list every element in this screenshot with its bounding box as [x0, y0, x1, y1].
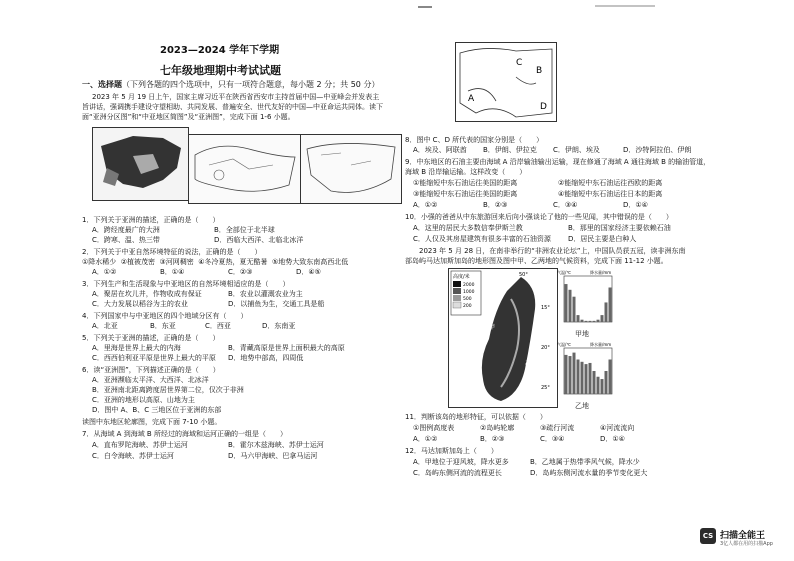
q2-items: ①降水稀少 ②植被茂密 ③河网稠密 ④冬冷夏热，夏无酷暑 ⑤地势大致东南高西北低	[82, 258, 349, 266]
intro-line: 面“亚洲分区图”和“中亚地区简图”及“亚洲图”，完成下面 1-6 小题。	[82, 113, 295, 121]
climate-chart-jia-svg	[556, 268, 618, 330]
legend-value: 2000	[463, 283, 475, 288]
option-b: B．农业以灌溉农业为主	[228, 290, 303, 298]
climate-name-jia: 甲地	[575, 330, 589, 338]
lon-label: 50°	[519, 272, 528, 278]
asia-figure	[301, 135, 401, 203]
precip-bar	[581, 362, 584, 394]
option-2: ②能缩短中东石油运往西欧的距离	[558, 179, 663, 187]
precip-bar	[585, 364, 588, 394]
reading-prompt-2: 2023 年 5 月 28 日，在南非举行的“非洲农业论坛”上，中国队员获五冠，读非洲东南	[405, 247, 686, 255]
option-d: D．岛屿东侧河流水量的季节变化更大	[530, 469, 648, 477]
asia-regions-map	[92, 127, 189, 201]
map-letter: B	[536, 66, 543, 76]
question-8: 8．图中 C、D 所代表的国家分别是（ ）	[405, 136, 544, 144]
scan-mark	[595, 5, 655, 7]
choice-c: C．②③	[228, 268, 253, 276]
question-2: 2．下列关于中亚自然环境特征的说法，正确的是（ ）	[82, 248, 262, 256]
exam-title: 七年级地理期中考试试题	[160, 64, 281, 77]
option-d: D．沙特阿拉伯、伊朗	[623, 146, 692, 154]
precip-bar	[577, 315, 580, 322]
middle-east-map	[455, 42, 557, 122]
option-a: A．亚洲濒临太平洋、大西洋、北冰洋	[92, 376, 209, 384]
question-6: 6．读“亚洲图”，下列描述正确的是（ ）	[82, 366, 220, 374]
precip-bar	[605, 302, 608, 322]
option-d: D．东南亚	[262, 322, 296, 330]
precip-bar	[597, 377, 600, 394]
option-a: A．这里的居民大多数信奉伊斯兰教	[413, 224, 523, 232]
place-jia: 甲	[489, 324, 496, 331]
option-a: A．直布罗陀海峡、苏伊士运河	[92, 441, 188, 449]
lat-label: 25°	[541, 385, 550, 391]
precip-axis-label: 降水量/mm	[590, 270, 612, 275]
option-d: D．地势中部高，四周低	[228, 354, 304, 362]
map-letter: C	[516, 58, 523, 68]
question-5: 5．下列关于亚洲的描述，正确的是（ ）	[82, 334, 220, 342]
scanner-logo-icon: CS	[700, 528, 716, 544]
intro-line: 2023 年 5 月 19 日上午，国家主席习近平在陕西省西安市主持首届中国—中亚峰会并发表主	[92, 93, 380, 101]
precip-bar	[601, 315, 604, 322]
question-12: 12．马达加斯加岛上（ ）	[405, 447, 498, 455]
precip-bar	[585, 321, 588, 322]
choice-b: B．①④	[160, 268, 185, 276]
scan-mark	[418, 6, 432, 8]
option-c: C．白令海峡、苏伊士运河	[92, 452, 174, 460]
map-letter: A	[468, 94, 475, 104]
section-heading: 一、选择题（下列各题的四个选项中，只有一项符合题意，每小题 2 分；共 50 分）	[82, 80, 380, 89]
watermark-app: 扫描全能王	[720, 531, 766, 541]
option-a: A．跨经度最广的大洲	[92, 226, 160, 234]
option-d: D．图中 A、B、C 三地区位于亚洲的东部	[92, 406, 222, 414]
precip-axis-label: 降水量/mm	[590, 342, 612, 347]
asia-regions-figure	[93, 128, 188, 200]
legend-value: 200	[463, 304, 472, 309]
option-c: C．亚洲的地形以高原、山地为主	[92, 396, 195, 404]
choice-b: B．②③	[483, 201, 508, 209]
precip-bar	[581, 320, 584, 322]
option-a: A．里海是世界上最大的内海	[92, 344, 181, 352]
precip-bar	[569, 290, 572, 322]
madagascar-figure	[449, 269, 557, 407]
precip-bar	[605, 371, 608, 394]
precip-bar	[569, 356, 572, 394]
option-4: ④河流流向	[600, 424, 635, 432]
option-c: C．西亚	[205, 322, 231, 330]
precip-bar	[565, 284, 568, 322]
option-4: ④能缩短中东石油运往日本的距离	[558, 190, 663, 198]
central-asia-map	[188, 134, 302, 204]
precip-bar	[609, 360, 612, 395]
option-b: B．东亚	[150, 322, 176, 330]
reading-prompt-2-cont: 部岛屿马达加斯加岛的地形图及图中甲、乙两地的气候资料，完成下面 11-12 小题。	[405, 257, 668, 265]
climate-chart-yi-svg	[556, 340, 618, 402]
option-d: D．居民主要是白种人	[568, 235, 637, 243]
precip-bar	[573, 297, 576, 322]
choice-d: D．④⑤	[296, 268, 321, 276]
legend-title: 高度/米	[453, 274, 470, 280]
choice-a: A．①②	[92, 268, 117, 276]
watermark-sub: 3亿人都在用的扫描App	[720, 541, 773, 547]
option-1: ①能缩短中东石油运往美国的距离	[413, 179, 518, 187]
legend-value: 500	[463, 297, 472, 302]
lat-label: 20°	[541, 345, 550, 351]
choice-c: C．③④	[553, 201, 578, 209]
climate-chart-yi	[556, 340, 618, 402]
option-c: C．大力发展以稻谷为主的农业	[92, 300, 188, 308]
option-a: A．甲地位于迎风坡，降水更多	[413, 458, 509, 466]
option-c: C．跨寒、温、热三带	[92, 236, 160, 244]
question-4: 4．下列国家中与中亚地区的四个地域分区有（ ）	[82, 312, 248, 320]
option-b: B．青藏高原是世界上面积最大的高原	[228, 344, 345, 352]
question-1: 1．下列关于亚洲的描述，正确的是（ ）	[82, 216, 220, 224]
question-10: 10．小强的爸爸从中东旅游回来后向小强谈论了他的一些见闻，其中错误的是（ ）	[405, 213, 673, 221]
precip-bar	[573, 353, 576, 394]
question-9: 9．中东地区的石油主要由海域 A 沿岸输油输出运输，现在修通了海域 A 通往海域 B 的输油管道，	[405, 158, 711, 166]
question-3: 3．下列生产和生活现象与中亚地区的自然环境相适应的是（ ）	[82, 280, 290, 288]
option-3: ③能缩短中东石油运往美国的距离	[413, 190, 518, 198]
option-d: D．以捕鱼为生，交通工具是船	[228, 300, 325, 308]
reading-prompt: 读图中东地区轮廓图，完成下面 7-10 小题。	[82, 418, 222, 426]
option-b: B．霍尔木兹海峡、苏伊士运河	[228, 441, 324, 449]
precip-bar	[589, 363, 592, 394]
madagascar-map	[448, 268, 558, 408]
option-c: C．岛屿东侧河流的流程更长	[413, 469, 502, 477]
option-c: C．西西伯利亚平原是世界上最大的平原	[92, 354, 216, 362]
temp-axis-label: 气温/℃	[557, 270, 571, 275]
option-2: ②岛屿轮廓	[480, 424, 515, 432]
precip-bar	[577, 360, 580, 395]
option-c: C．伊朗、埃及	[553, 146, 600, 154]
question-7: 7．从海域 A 到海域 B 所经过的海域和运河正确的一组是（ ）	[82, 430, 287, 438]
option-a: A．北亚	[92, 322, 118, 330]
precip-bar	[593, 321, 596, 322]
temp-axis-label: 气温/℃	[557, 342, 571, 347]
precip-bar	[597, 320, 600, 322]
climate-name-yi: 乙地	[575, 402, 589, 410]
precip-bar	[609, 288, 612, 323]
middle-east-figure	[456, 43, 556, 121]
climate-chart-jia	[556, 268, 618, 330]
precip-bar	[593, 371, 596, 394]
precip-bar	[565, 355, 568, 394]
option-c: C．人仅及其房屋建筑有很多丰富的石油资源	[413, 235, 551, 243]
option-d: D．西临大西洋、北临北冰洋	[214, 236, 304, 244]
option-b: B．伊朗、伊拉克	[483, 146, 537, 154]
precip-bar	[601, 379, 604, 394]
option-a: A．埃及、阿联酋	[413, 146, 467, 154]
central-asia-figure	[189, 135, 301, 203]
place-yi: 乙	[525, 360, 532, 367]
choice-a: A．①②	[413, 201, 438, 209]
exam-year: 2023—2024 学年下学期	[160, 45, 280, 56]
legend-value: 1000	[463, 290, 475, 295]
option-b: B．那里的国家经济主要依赖石油	[568, 224, 671, 232]
option-a: A．聚居在坎儿井，作物收成有保证	[92, 290, 202, 298]
option-b: B．全部位于北半球	[214, 226, 275, 234]
precip-bar	[589, 321, 592, 322]
option-d: D．马六甲海峡、巴拿马运河	[228, 452, 318, 460]
option-b: B．亚洲南北距离跨度居世界第二位，仅次于非洲	[92, 386, 244, 394]
choice-d: D．①④	[600, 435, 625, 443]
question-11: 11．判断该岛的地形特征，可以依据（ ）	[405, 413, 547, 421]
intro-line: 旨讲话，强调携手建设守望相助、共同发展、普遍安全、世代友好的中国—中亚命运共同体。读下	[82, 103, 383, 111]
lat-label: 15°	[541, 305, 550, 311]
option-b: B．乙地属于热带季风气候，降水少	[530, 458, 640, 466]
option-1: ①图例高度表	[413, 424, 455, 432]
question-9-cont: 海域 B 沿岸输运输。这样改变（ ）	[405, 168, 527, 176]
choice-a: A．①②	[413, 435, 438, 443]
option-3: ③疏行河流	[540, 424, 575, 432]
choice-d: D．①④	[623, 201, 648, 209]
map-letter: D	[540, 102, 547, 112]
choice-b: B．②③	[480, 435, 505, 443]
choice-c: C．③④	[540, 435, 565, 443]
asia-map	[300, 134, 402, 204]
